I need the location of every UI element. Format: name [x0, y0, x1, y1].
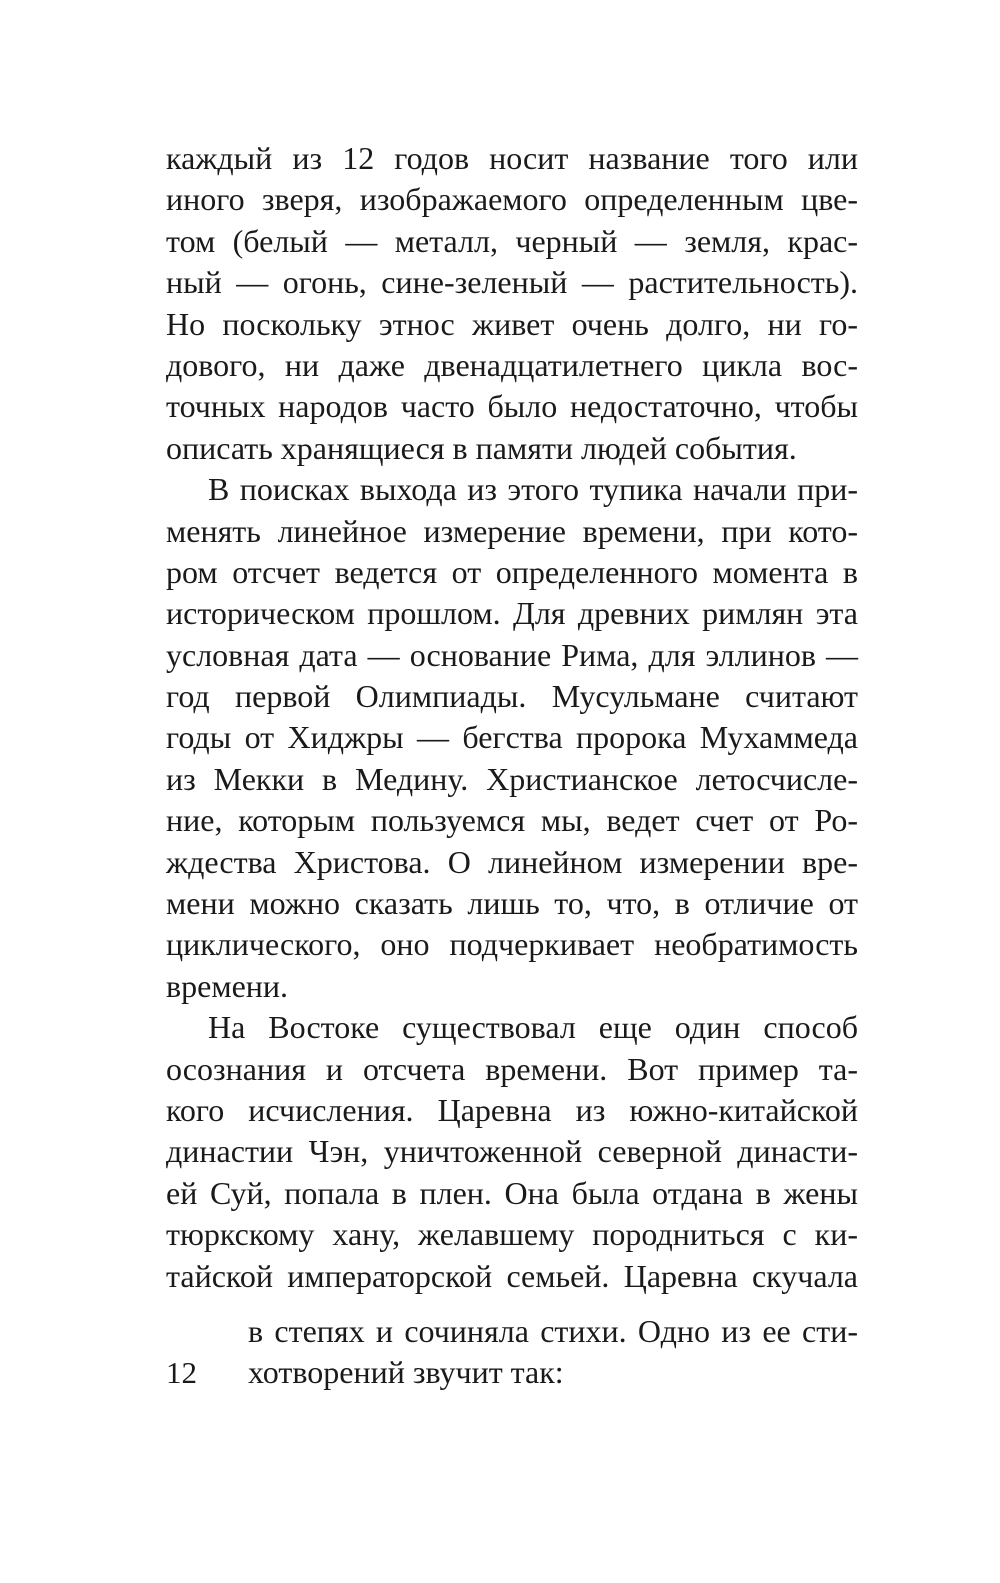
- text-line: мени можно сказать лишь то, что, в отличие от: [166, 885, 858, 922]
- text-line: циклического, оно подчеркивает необратимость: [166, 926, 858, 963]
- text-line: Но поскольку этнос живет очень долго, ни го-: [166, 305, 858, 342]
- text-line: дового, ни даже двенадцатилетнего цикла вос-: [166, 346, 858, 383]
- text-line: ный — огонь, сине-зеленый — растительность).: [166, 264, 858, 301]
- text-line: хотворений звучит так:: [248, 1354, 564, 1391]
- text-line: осознания и отсчета времени. Вот пример та-: [166, 1050, 858, 1087]
- text-line: В поисках выхода из этого тупика начали при-: [208, 471, 858, 508]
- body-text: [166, 138, 858, 1297]
- text-line: династии Чэн, уничтоженной северной династи-: [166, 1133, 858, 1170]
- text-line: тюркскому хану, желавшему породниться с ки-: [166, 1216, 858, 1253]
- text-line: иного зверя, изображаемого определенным цве-: [166, 181, 858, 218]
- text-line: из Мекки в Медину. Христианское летосчисле-: [166, 760, 858, 797]
- text-line: тайской императорской семьей. Царевна скучала: [166, 1257, 858, 1294]
- text-line: описать хранящиеся в памяти людей события.: [166, 429, 797, 466]
- text-line: ром отсчет ведется от определенного момента в: [166, 553, 858, 590]
- text-line: каждый из 12 годов носит название того или: [166, 140, 858, 176]
- page-number: 12: [166, 1355, 197, 1390]
- text-line: историческом прошлом. Для древних римлян эта: [166, 595, 858, 632]
- text-line: год первой Олимпиады. Мусульмане считают: [166, 678, 858, 715]
- text-line: менять линейное измерение времени, при кото-: [166, 512, 858, 549]
- text-line: том (белый — металл, черный — земля, крас-: [166, 222, 858, 259]
- text-line: точных народов часто было недостаточно, чтобы: [166, 388, 858, 425]
- text-line: На Востоке существовал еще один способ: [208, 1009, 858, 1046]
- text-line: ждества Христова. О линейном измерении вре-: [166, 843, 858, 880]
- text-line: в степях и сочиняла стихи. Одно из ее сти-: [248, 1313, 858, 1349]
- text-line: ей Суй, попала в плен. Она была отдана в жены: [166, 1174, 858, 1211]
- text-line: ние, которым пользуемся мы, ведет счет от Ро-: [166, 802, 858, 839]
- text-line: условная дата — основание Рима, для эллинов —: [166, 636, 858, 673]
- text-line: кого исчисления. Царевна из южно-китайской: [166, 1091, 858, 1128]
- body-text-tail: [248, 1311, 858, 1394]
- text-line: времени.: [166, 967, 289, 1004]
- text-line: годы от Хиджры — бегства пророка Мухаммеда: [166, 719, 858, 756]
